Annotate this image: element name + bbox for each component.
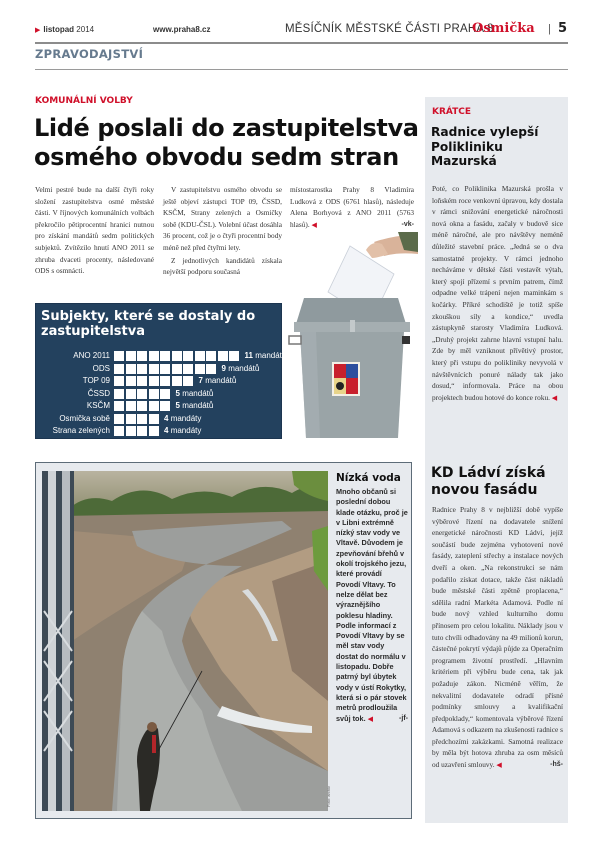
seat-square-icon xyxy=(137,426,147,436)
seats-row xyxy=(36,350,287,363)
author-signature: -vk- xyxy=(401,220,414,228)
seat-square-icon xyxy=(126,426,136,436)
seat-square-icon xyxy=(114,351,124,361)
sidebar-article-2-body xyxy=(432,504,563,772)
seat-square-icon xyxy=(114,376,124,386)
sidebar-headline-1: Radnice vylepší Polikliniku Mazurská xyxy=(431,125,539,169)
seat-square-icon xyxy=(195,364,205,374)
seat-square-icon xyxy=(149,351,159,361)
seat-square-icon xyxy=(149,389,159,399)
party-name: Strana zelených xyxy=(52,426,110,435)
seat-square-icon xyxy=(160,351,170,361)
issue-year: 2014 xyxy=(76,25,95,34)
seat-square-icon xyxy=(126,389,136,399)
seat-count xyxy=(176,389,214,398)
seat-unit: mandátů xyxy=(228,363,260,373)
seat-square-icon xyxy=(114,389,124,399)
sidebar-article-1-text: Poté, co Poliklinika Mazurská prošla v loňském roce venkovní úpravou, kdy dostala v rámci snižování energetické náročnosti nová okna a fasádu, začaly v budově sice méně náročné, ale pro návštěvy neméně důležité stavební práce. „Jedná se o dva samostatné projekty. V rámci jednoho necháváme v dětské části vestavět výtah, který spojí přízemí s prvním patrem, čímž odpadne velké trápení nejen maminkám s kočárky. Příkré schodiště je totiž spíše zkouškou síly a kondice,“ uvedla zástupkyně starosty Vladimíra Ludková. „Druhý projekt zahrne hlavní vstupní halu. Zde by měl vzniknout přívětivý prostor, který při vstupu do polikliniky nevyvolá v návštěvnících ponuré nálady tak jako dosud,“ informovala. Práce na obou projektech budou hotové do konce roku. xyxy=(432,184,563,402)
party-name: ANO 2011 xyxy=(73,351,110,360)
seat-number: 5 xyxy=(175,401,180,410)
seat-square-icon xyxy=(137,414,147,424)
article-column-2 xyxy=(163,184,282,278)
seat-square-icon xyxy=(149,364,159,374)
seat-squares xyxy=(114,414,159,424)
seat-count xyxy=(164,426,201,435)
seat-number: 7 xyxy=(198,376,203,385)
article-column-1 xyxy=(35,184,154,277)
seat-unit: mandátů xyxy=(255,351,287,360)
seat-square-icon xyxy=(137,364,147,374)
end-mark-icon: ◀ xyxy=(311,220,317,229)
sidebar-article-1-body xyxy=(432,183,563,404)
end-mark-icon: ◀ xyxy=(551,393,558,402)
seat-square-icon xyxy=(183,376,193,386)
page-number: 5 xyxy=(558,21,568,36)
seat-square-icon xyxy=(229,351,239,361)
river-photo-icon xyxy=(42,471,328,811)
seat-square-icon xyxy=(160,364,170,374)
article-headline: Lidé poslali do zastupitelstva osmého obvodu sedm stran xyxy=(34,114,419,171)
photo-credit: Foto: archiv xyxy=(326,786,331,807)
issue-date xyxy=(35,25,94,34)
seat-square-icon xyxy=(126,351,136,361)
article-paragraph: V zastupitelstvu osmého obvodu se ještě objeví zástupci TOP 09, ČSSD, KSČM, Strany zelených a Osmičky sobě (KDU-ČSL). Volební účast dosáhla 36 procent, což je o čtyři procentní body méně než před čtyřmi lety. xyxy=(163,185,282,252)
issue-month: listopad xyxy=(43,25,75,34)
infographic-title: Subjekty, které se dostaly do zastupitelstva xyxy=(41,309,256,339)
seat-number: 5 xyxy=(175,388,180,398)
seats-row xyxy=(36,425,283,438)
author-signature: -jf- xyxy=(399,714,408,722)
seat-count xyxy=(222,364,260,373)
seat-square-icon xyxy=(149,401,159,411)
seat-square-icon xyxy=(137,401,147,411)
header-separator: | xyxy=(548,23,551,35)
seats-row xyxy=(36,400,283,413)
seat-square-icon xyxy=(126,401,136,411)
seat-unit: mandátů xyxy=(182,401,214,410)
article-text: místostarostka Prahy 8 Vladimíra Ludková z ODS (6761 hlasů), následuje Alena Borhyová z ANO 2011 (5763 hlasů). xyxy=(290,185,414,229)
sidebar-article-2-text: Radnice Prahy 8 v nejbližší době vypíše výběrové řízení na dodavatele snížení energetické náročnosti KD Ládví, jejíž součástí bude zejména vyhotovení nové fasády, zateplení střechy a instalace nových dveří a oken. „Na rekonstrukci se nám podařilo získat dotace, takže část nákladů bude městské části zpětně proplacena,“ sdělila radní Markéta Adamová. Podle ní bude nový vzhled kulturního domu přínosem pro celou lokalitu. Náklady jsou v tuto chvíli odhadovány na 49 milionů korun, částečné pokrytí výdajů půjde za Operačním programem životní prostředí. „Hlavním kritériem při výběru bude cena, tak jak požaduje zákon. Nicméně věřím, že nekvalitní dodavatele odradí přísné podmínky smlouvy a kvalifikační předpoklady,“ komentovala výběrové řízení Adamová s odkazem na zkušenosti radnice s předchozími zakázkami. Samotná realizace by měla být hotova zhruba za osm měsíců od uzavření smlouvy. xyxy=(432,505,563,770)
article-paragraph: Velmi pestré bude na další čtyři roky složení zastupitelstva osmé městské části. V říjnových komunálních volbách překročilo pětiprocentní hranici nutnou pro získání mandátů sedm politických subjektů. Zvítězilo hnutí ANO 2011 se zhruba dvaceti procenty, následované ODS s osmnácti. xyxy=(35,185,154,276)
author-signature: -hš- xyxy=(550,761,563,769)
seat-square-icon xyxy=(172,351,182,361)
news-brief-sidebar xyxy=(425,97,568,823)
seat-square-icon xyxy=(206,351,216,361)
sidebar-kicker: KRÁTCE xyxy=(432,107,472,117)
article-paragraph xyxy=(290,184,414,231)
seat-count xyxy=(164,414,201,423)
seat-squares xyxy=(114,351,239,361)
section-rule xyxy=(35,69,568,70)
seat-square-icon xyxy=(160,389,170,399)
seat-square-icon xyxy=(172,364,182,374)
seat-count xyxy=(176,401,214,410)
seat-square-icon xyxy=(126,364,136,374)
seat-square-icon xyxy=(172,376,182,386)
article-kicker: KOMUNÁLNÍ VOLBY xyxy=(35,96,133,106)
seat-square-icon xyxy=(126,414,136,424)
seat-unit: mandáty xyxy=(170,426,202,435)
end-mark-icon: ◀ xyxy=(367,714,374,723)
seats-bar-chart xyxy=(36,350,287,438)
seats-row xyxy=(36,363,283,376)
party-name: ODS xyxy=(92,363,110,373)
seat-squares xyxy=(114,389,170,399)
seat-number: 9 xyxy=(221,363,226,373)
photo-feature-box xyxy=(35,462,412,819)
ballot-box-image xyxy=(286,232,418,442)
seat-square-icon xyxy=(183,364,193,374)
seat-square-icon xyxy=(114,401,124,411)
seat-square-icon xyxy=(183,351,193,361)
section-title: ZPRAVODAJSTVÍ xyxy=(35,47,144,61)
article-column-3 xyxy=(290,184,414,231)
seat-unit: mandátů xyxy=(182,388,214,398)
seat-unit: mandátů xyxy=(205,376,237,385)
caption-text: Mnoho občanů si poslední dobou klade otázku, proč je v Libni extrémně nízký stav vody ve Vltavě. Důvodem je zpevňování břehů v okolí trojského jezu, které provádí Povodí Vltavy. To nelze dělat bez výraznějšího poklesu hladiny. Podle informací z Povodí Vltavy by se měl stav vody dostat do normálu v listopadu. Dobře patrný byl úbytek vody v ústí Rokytky, která si o pár stovek metrů prodloužila svůj tok. xyxy=(336,487,408,723)
seat-square-icon xyxy=(149,414,159,424)
seat-number: 11 xyxy=(244,351,253,360)
osmicka-logo: Osmička xyxy=(472,21,535,36)
seat-square-icon xyxy=(137,389,147,399)
seat-square-icon xyxy=(149,376,159,386)
ballot-box-icon xyxy=(286,232,418,442)
end-mark-icon: ◀ xyxy=(496,761,502,770)
caption-headline: Nízká voda xyxy=(336,472,401,484)
seat-square-icon xyxy=(137,376,147,386)
seat-square-icon xyxy=(137,351,147,361)
photo-caption xyxy=(336,472,408,724)
caption-body xyxy=(336,487,408,724)
seats-infographic xyxy=(35,303,287,439)
sidebar-headline-2: KD Ládví získá novou fasádu xyxy=(431,465,546,498)
seat-unit: mandáty xyxy=(170,413,202,423)
party-name: Osmička sobě xyxy=(59,413,110,423)
seat-square-icon xyxy=(114,364,124,374)
magazine-tagline: MĚSÍČNÍK MĚSTSKÉ ČÁSTI PRAHA 8 xyxy=(285,23,494,35)
seat-squares xyxy=(114,376,193,386)
party-name: ČSSD xyxy=(87,388,110,398)
seat-square-icon xyxy=(126,376,136,386)
seat-square-icon xyxy=(195,351,205,361)
seat-square-icon xyxy=(160,376,170,386)
seat-number: 4 xyxy=(164,413,169,423)
seat-count xyxy=(199,376,237,385)
party-name: TOP 09 xyxy=(82,376,110,385)
seats-row xyxy=(36,413,283,426)
page-header xyxy=(35,22,568,42)
seat-squares xyxy=(114,364,216,374)
party-name: KSČM xyxy=(86,401,110,410)
article-paragraph: Z jednotlivých kandidátů získala největší podporu současná xyxy=(163,255,282,277)
seat-squares xyxy=(114,426,159,436)
river-photo xyxy=(42,471,328,811)
seats-row xyxy=(36,388,283,401)
seat-number: 4 xyxy=(164,426,169,435)
arrow-right-icon: ▶ xyxy=(35,27,41,34)
seat-square-icon xyxy=(206,364,216,374)
seat-squares xyxy=(114,401,170,411)
seat-square-icon xyxy=(114,414,124,424)
header-rule xyxy=(35,42,568,44)
seat-square-icon xyxy=(149,426,159,436)
website-link[interactable]: www.praha8.cz xyxy=(153,25,211,34)
seat-square-icon xyxy=(218,351,228,361)
seat-square-icon xyxy=(160,401,170,411)
seats-row xyxy=(36,375,283,388)
seat-count xyxy=(245,351,287,360)
seat-square-icon xyxy=(114,426,124,436)
